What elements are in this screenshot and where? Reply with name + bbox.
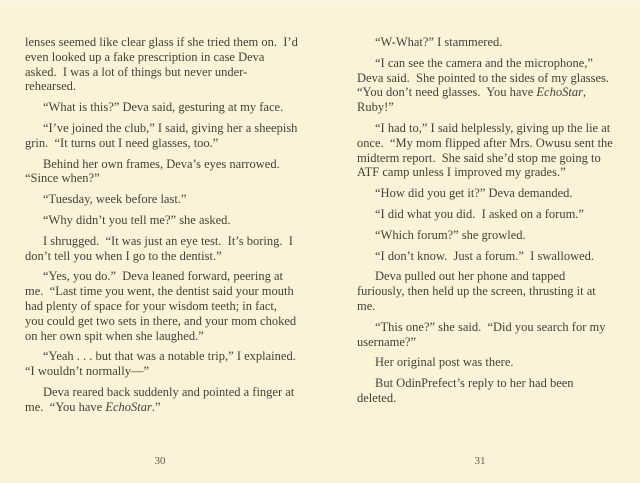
text-run: “Tuesday, week before last.” [43, 192, 187, 207]
paragraph [25, 120, 301, 151]
paragraph [357, 121, 614, 180]
text-run: Behind her own frames, Deva’s eyes narrowed. “Since when?” [25, 156, 286, 186]
page-right [320, 0, 640, 483]
paragraph [357, 320, 614, 350]
text-run: “Yeah . . . but that was a notable trip,” I explained. “I wouldn’t normally—” [25, 349, 303, 379]
text-run: “Why didn’t you tell me?” she asked. [43, 212, 231, 227]
text-run: But OdinPrefect’s reply to her had been deleted. [357, 376, 577, 405]
page-right-number: 31 [474, 455, 486, 467]
text-run: Deva reared back suddenly and pointed a finger at me. “You have [25, 384, 298, 414]
text-run: Her original post was there. [375, 355, 514, 370]
text-run: “I had to,” I said helplessly, giving up the lie at once. “My mom flipped after Mrs. Owusu sent the midterm report. She said she’d stop me going to ATF camp unless I improved my grades.” [357, 120, 616, 180]
italic-text-run: EchoStar [536, 85, 583, 100]
text-run: “Yes, you do.” Deva leaned forward, peering at me. “Last time you went, the dentist said your mouth had plenty of space for your wisdom teeth; in fact, you could get two sets in there, and your mom choked on her own spit when she laughed.” [25, 269, 300, 343]
text-run: “How did you get it?” Deva demanded. [375, 186, 573, 201]
paragraph [25, 100, 298, 115]
paragraph [25, 213, 298, 228]
page-right-text [357, 35, 614, 406]
text-run: “This one?” she said. “Did you search for my username?” [357, 319, 609, 349]
paragraph [25, 234, 298, 264]
paragraph [357, 186, 614, 201]
paragraph [25, 35, 301, 94]
text-run: “W-What?” I stammered. [375, 35, 503, 49]
page-left-text [25, 35, 303, 415]
paragraph [357, 269, 614, 313]
text-run: “I can see the camera and the microphone,” Deva said. She pointed to the sides of my glasses. “You don’t need glasses. You have [357, 55, 616, 100]
page-left-number: 30 [154, 455, 166, 467]
paragraph [25, 192, 298, 207]
text-run: “Which forum?” she growled. [375, 227, 526, 242]
text-run: “What is this?” Deva said, gesturing at my face. [43, 100, 284, 115]
text-run: I shrugged. “It was just an eye test. It’s boring. I don’t tell you when I go to the dentist.” [25, 233, 297, 263]
paragraph [357, 355, 614, 370]
text-run: “I did what you did. I asked on a forum.” [375, 206, 584, 221]
paragraph [25, 157, 298, 187]
italic-text-run: EchoStar [105, 399, 152, 414]
paragraph [357, 207, 614, 222]
text-run: Deva pulled out her phone and tapped furiously, then held up the screen, thrusting it at me. [357, 269, 599, 313]
text-run: , Ruby!” [357, 85, 590, 115]
paragraph [357, 35, 614, 50]
paragraph [25, 349, 303, 379]
paragraph [357, 249, 614, 264]
paragraph [357, 228, 614, 243]
text-run: “I don’t know. Just a forum.” I swallowed. [375, 248, 595, 263]
paragraph [25, 269, 298, 343]
text-run: .” [151, 399, 161, 414]
paragraph [357, 56, 614, 115]
text-run: lenses seemed like clear glass if she tried them on. I’d even looked up a fake prescription in case Deva asked. I was a lot of things but never under-rehearsed. [25, 35, 301, 94]
text-run: “I’ve joined the club,” I said, giving her a sheepish grin. “It turns out I need glasses, too.” [25, 120, 301, 150]
paragraph [357, 376, 614, 406]
paragraph [25, 385, 298, 415]
